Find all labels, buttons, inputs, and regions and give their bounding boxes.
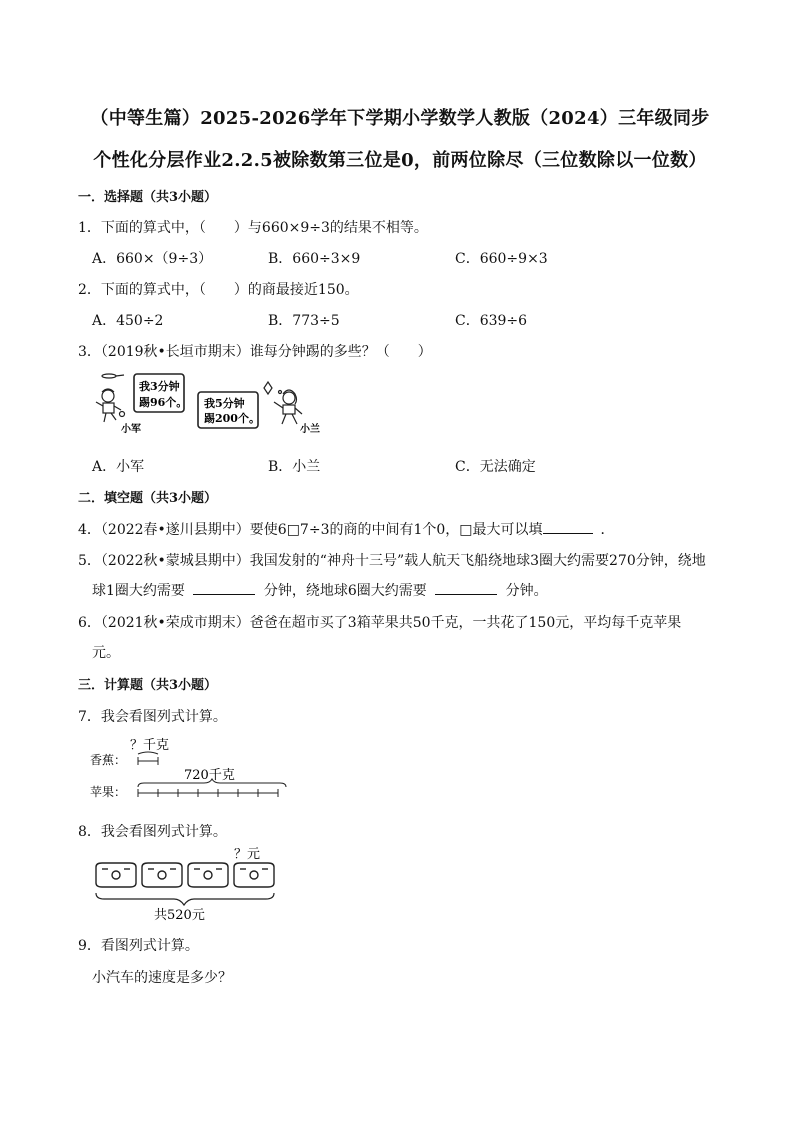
question-6-line-1: 6．（2021秋•荣成市期末）爸爸在超市买了3箱苹果共50千克，一共花了150元，平均每千克苹果 [78,615,682,631]
title-line-1: （中等生篇）2025-2026学年下学期小学数学人教版（2024）三年级同步 [90,108,710,129]
q8-brace [96,893,274,905]
boy-xiaojun-illustration [96,374,125,422]
q8-item-icons [96,863,274,887]
q3-kicking-figure [94,370,334,438]
q4-suffix: ． [600,522,615,538]
question-5-line-1: 5．（2022秋•蒙城县期中）我国发射的“神舟十三号”载人航天飞船绕地球3圈大约需要270分钟，绕地 [78,553,706,569]
q4-answer-blank[interactable] [543,519,593,534]
question-3: 3．（2019秋•长垣市期末）谁每分钟踢的多些？（ ） [78,344,432,360]
item-icon [188,863,228,887]
q1-option-c: C．660÷9×3 [455,251,548,267]
q7-total-label: 720千克 [184,768,235,783]
q5-answer-blank-2[interactable] [435,580,497,595]
bubble-left-line-2: 踢96个。 [139,396,188,409]
bubble-left-line-1: 我3分钟 [139,380,180,393]
q5-answer-blank-1[interactable] [193,580,255,595]
q1-option-b: B．660÷3×9 [268,251,361,267]
q7-line-segment-diagram [90,735,290,801]
q7-apple-label: 苹果： [90,785,127,799]
q3-option-a: A．小军 [92,459,145,475]
q3-option-b: B．小兰 [268,459,321,475]
question-6-line-2: 元。 [92,645,120,661]
girl-xiaolan-illustration [264,382,302,424]
q5-text-a: 球1圈大约需要 [92,583,185,599]
q4-text: 4．（2022春•遂川县期中）要使6□7÷3的商的中间有1个0，□最大可以填 [78,522,543,538]
question-7: 7．我会看图列式计算。 [78,709,227,725]
q7-banana-label: 香蕉： [90,753,127,767]
q5-text-c: 分钟。 [505,583,548,599]
q2-option-a: A．450÷2 [92,313,164,329]
question-4 [78,519,615,539]
item-icon [234,863,274,887]
question-8: 8．我会看图列式计算。 [78,824,227,840]
bubble-right-line-1: 我5分钟 [204,397,245,410]
q3-option-c: C．无法确定 [455,459,536,475]
question-5-line-2 [92,580,548,600]
q2-option-c: C．639÷6 [455,313,528,329]
q7-question-label: ？千克 [130,738,170,753]
section-choice-heading: 一．选择题（共3小题） [78,190,218,205]
q5-text-b: 分钟，绕地球6圈大约需要 [263,583,427,599]
question-2: 2．下面的算式中，（ ）的商最接近150。 [78,282,359,298]
q8-question-label: ？元 [234,847,261,862]
item-icon [96,863,136,887]
question-1: 1．下面的算式中，（ ）与660×9÷3的结果不相等。 [78,220,428,236]
q2-option-b: B．773÷5 [268,313,340,329]
q8-items-diagram [92,845,282,923]
q7-banana-segment [138,752,158,765]
name-xiaojun: 小军 [121,424,141,435]
title-line-2: 个性化分层作业2.2.5被除数第三位是0，前两位除尽（三位数除以一位数） [93,150,707,171]
item-icon [142,863,182,887]
section-calc-heading: 三．计算题（共3小题） [78,678,218,693]
name-xiaolan: 小兰 [300,424,320,435]
section-fill-heading: 二．填空题（共3小题） [78,491,218,506]
bubble-right-line-2: 踢200个。 [204,412,260,425]
q8-total-label: 共520元 [154,908,205,923]
question-9-sub: 小汽车的速度是多少？ [92,970,232,986]
q1-option-a: A．660×（9÷3） [92,251,213,267]
question-9: 9．看图列式计算。 [78,938,199,954]
